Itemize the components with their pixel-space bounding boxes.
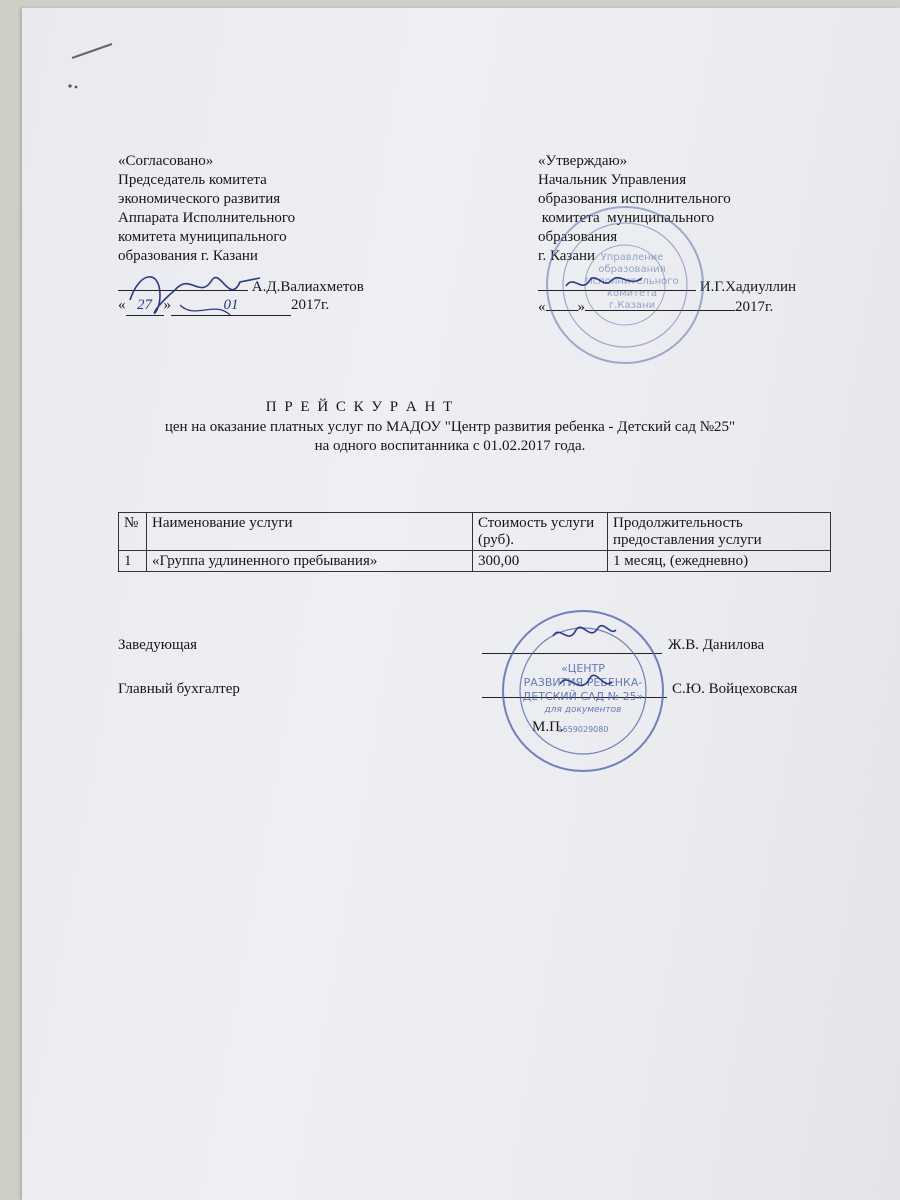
table-row — [119, 551, 831, 572]
date-quote-close: » — [577, 299, 585, 315]
stamp-upper-text: г.Казани — [608, 300, 656, 311]
accountant-name: С.Ю. Войцеховская — [672, 681, 798, 697]
approval-right-line: образования исполнительного — [538, 191, 731, 207]
table-header-cell: Стоимость услуги (руб). — [473, 513, 608, 551]
seal-place-label: М.П. — [532, 719, 564, 735]
stamp-lower-text: для документов — [544, 705, 622, 715]
approval-right-header: «Утверждаю» — [538, 153, 628, 169]
date-quote-open: « — [118, 297, 126, 313]
table-header-row — [119, 513, 831, 551]
document-subtitle-date: на одного воспитанника с 01.02.2017 года. — [314, 438, 586, 454]
head-role-label: Заведующая — [118, 637, 198, 653]
stamp-lower-text: РАЗВИТИЯ РЕБЕНКА- — [523, 676, 643, 689]
table-header-cell: Наименование услуги — [147, 513, 473, 551]
approval-left-year: 2017г. — [291, 297, 330, 313]
stamp-upper-text: Управление — [600, 252, 664, 263]
table-cell: «Группа удлиненного пребывания» — [147, 551, 473, 572]
approval-left-line: Аппарата Исполнительного — [118, 210, 296, 226]
table-header-cell: № — [119, 513, 147, 551]
staple-mark — [60, 40, 120, 100]
stamp-upper-text: комитета — [606, 288, 658, 299]
approval-left-signer: А.Д.Валиахметов — [251, 279, 364, 295]
accountant-role-label: Главный бухгалтер — [118, 681, 240, 697]
table-cell: 1 месяц, (ежедневно) — [608, 551, 831, 572]
approval-right-line: комитета муниципального — [538, 210, 715, 226]
table-header-cell: Продолжительность предоставления услуги — [608, 513, 831, 551]
approval-left-block — [118, 152, 295, 266]
stamp-upper-text: Исполнительного — [585, 276, 679, 287]
approval-left-line: образования г. Казани — [118, 248, 258, 264]
table-cell: 300,00 — [473, 551, 608, 572]
stamp-lower-text: ДЕТСКИЙ САД № 25» — [522, 690, 644, 703]
table-cell: 1 — [119, 551, 147, 572]
stamp-upper-text: образования — [598, 264, 666, 275]
approval-right-line: г. Казани — [538, 248, 596, 264]
approval-left-month: 01 — [171, 296, 291, 316]
document-title: П Р Е Й С К У Р А Н Т — [265, 399, 455, 415]
approval-left-day: 27 — [126, 296, 164, 316]
approval-left-header: «Согласовано» — [118, 153, 214, 169]
head-name: Ж.В. Данилова — [668, 637, 765, 653]
approval-left-line: комитета муниципального — [118, 229, 287, 245]
stamp-lower-text: «ЦЕНТР — [561, 662, 605, 675]
approval-right-signer: И.Г.Хадиуллин — [699, 279, 797, 295]
approval-left-line: Председатель комитета — [118, 172, 267, 188]
approval-right-line: образования — [538, 229, 618, 245]
signature-right — [560, 268, 650, 298]
date-quote-close: » — [163, 297, 171, 313]
signature-left — [120, 260, 270, 330]
approval-right-line: Начальник Управления — [538, 172, 687, 188]
approval-left-line: экономического развития — [118, 191, 281, 207]
price-table — [118, 512, 831, 572]
approval-right-year: 2017г. — [735, 299, 774, 315]
round-stamp-lower — [498, 606, 668, 776]
document-subtitle: цен на оказание платных услуг по МАДОУ "Центр развития ребенка - Детский сад №25" — [164, 419, 736, 435]
stamp-lower-number: 1659029080 — [557, 725, 609, 734]
date-quote-open: « — [538, 299, 546, 315]
